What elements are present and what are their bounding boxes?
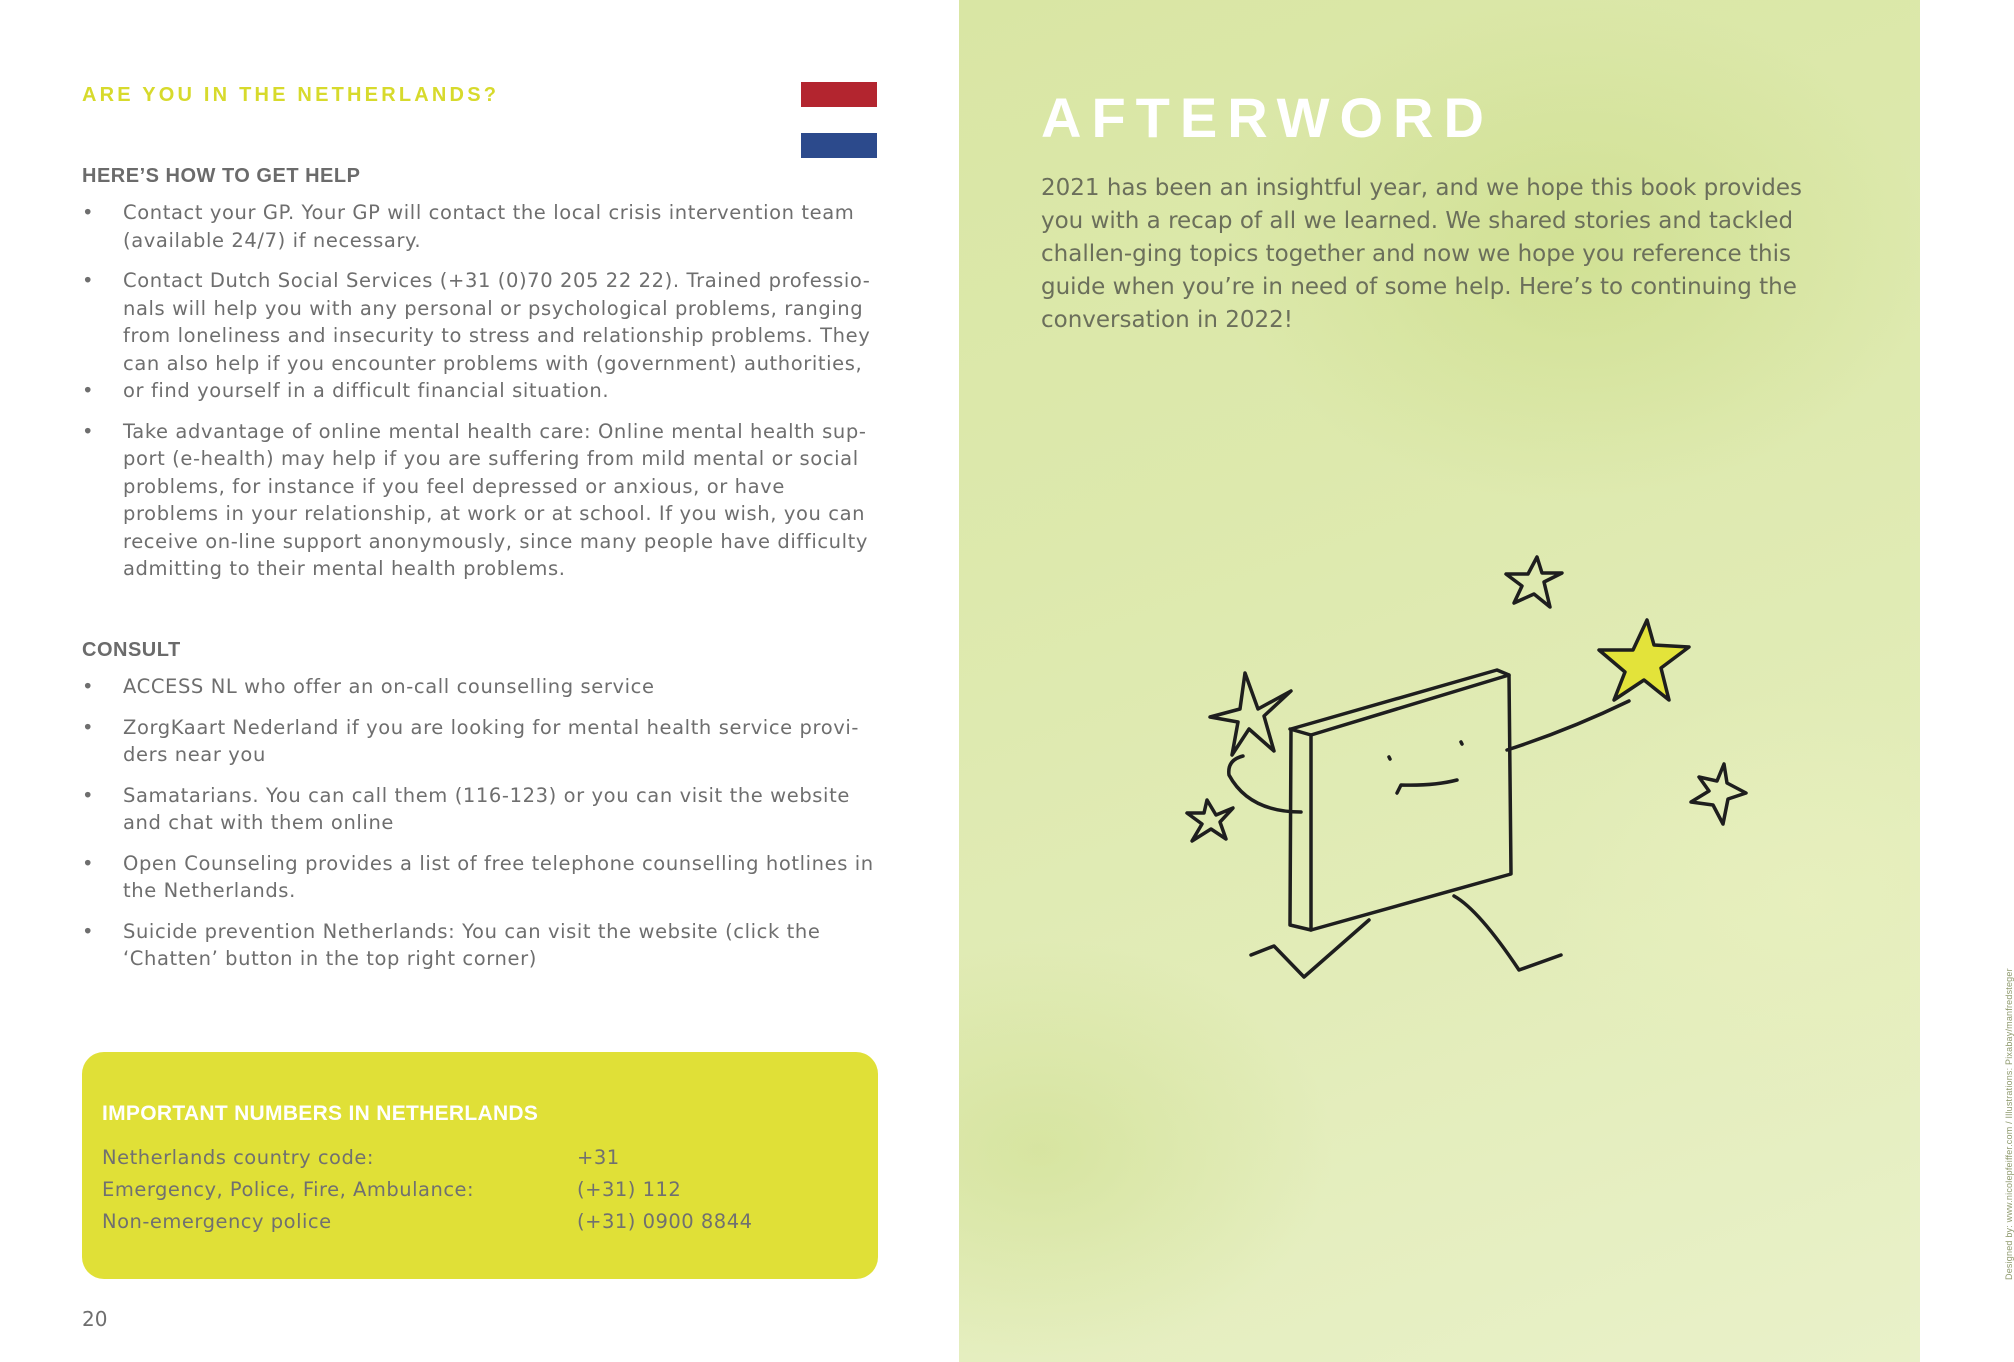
bullet-icon: • (82, 675, 95, 698)
bullet-icon: • (82, 851, 95, 875)
number-value: (+31) 0900 8844 (577, 1210, 753, 1233)
list-item: • Contact your GP. Your GP will contact the local crisis intervention team (available 24/7) if necessary. (82, 201, 855, 252)
number-label: Non-emergency police (102, 1210, 332, 1233)
book-face-eye (1461, 742, 1462, 744)
design-credit: Designed by: www.nicolepfeiffer.com / Illustrations: Pixabay/manfredsteger (2004, 968, 2014, 1280)
kicker-heading: ARE YOU IN THE NETHERLANDS? (82, 84, 500, 106)
star-small-left-icon (1187, 800, 1233, 841)
bullet-icon: • (82, 269, 95, 292)
book-right-leg (1454, 896, 1561, 970)
right-page (959, 0, 2014, 1362)
list-item: • or find yourself in a difficult financial situation. (82, 377, 882, 405)
list-item: • Open Counseling provides a list of free telephone counselling hotlines in the Netherlands. (82, 851, 874, 902)
consult-list (82, 673, 882, 986)
netherlands-flag-icon (801, 82, 877, 158)
section-heading-consult: CONSULT (82, 639, 181, 661)
bullet-icon: • (82, 919, 95, 943)
page-number: 20 (82, 1307, 108, 1331)
book-right-arm (1507, 701, 1629, 750)
list-item: • Samatarians. You can call them (116-123) or you can visit the website and chat with them online (82, 783, 850, 834)
page-title: AFTERWORD (1041, 86, 1494, 149)
list-item: • ZorgKaart Nederland if you are looking for mental health service provi-ders near you (82, 715, 860, 766)
get-help-list (82, 199, 882, 596)
flag-stripe-red (801, 82, 877, 107)
star-yellow-icon (1599, 620, 1689, 700)
bullet-icon: • (82, 783, 95, 807)
bullet-icon: • (82, 419, 95, 443)
number-label: Emergency, Police, Fire, Ambulance: (102, 1178, 475, 1201)
book-page-edges (1311, 675, 1509, 735)
star-left-held-icon (1210, 673, 1291, 755)
number-label: Netherlands country code: (102, 1146, 374, 1169)
list-item: • Take advantage of online mental health care: Online mental health sup-port (e-health) may help if you are suffering from mild mental or social problems, for instance if you feel depressed or anxious, or have problems in your relationship, at work or at school. If you wish, you can receive on-line support anonymously, since many people have difficulty admitting to their mental health problems. (82, 419, 869, 580)
left-page (0, 0, 959, 1362)
section-heading-get-help: HERE’S HOW TO GET HELP (82, 165, 361, 187)
afterword-paragraph: 2021 has been an insightful year, and we hope this book provides you with a recap of all we learned. We shared stories and tackled challen-ging topics together and now we hope you reference this guide when you’re in need of some help. Here’s to continuing the conversation in 2022! (1041, 175, 1802, 333)
list-item: • Suicide prevention Netherlands: You can visit the website (click the ‘Chatten’ button in the top right corner) (82, 919, 821, 970)
star-small-right-icon (1691, 764, 1746, 824)
flag-stripe-blue (801, 133, 877, 158)
book-face-eye (1389, 757, 1390, 759)
table-row (102, 1178, 753, 1210)
flag-stripe-white (801, 107, 877, 132)
bullet-icon: • (82, 715, 95, 739)
bullet-icon: • (82, 379, 95, 402)
important-numbers-box (82, 1052, 878, 1279)
table-row (102, 1146, 753, 1178)
important-numbers-title: IMPORTANT NUMBERS IN NETHERLANDS (102, 1102, 539, 1125)
number-value: (+31) 112 (577, 1178, 682, 1201)
book-face-smile (1397, 780, 1457, 793)
important-numbers-table (102, 1146, 753, 1242)
bullet-icon: • (82, 201, 95, 224)
book-spine (1290, 729, 1311, 930)
table-row (102, 1210, 753, 1242)
list-item: • ACCESS NL who offer an on-call counselling service (82, 673, 882, 701)
list-item: • Contact Dutch Social Services (+31 (0)70 205 22 22). Trained professio-nals will help you with any personal or psychological problems, ranging from loneliness and insecurity to stress and relationship problems. They can also help if you encounter problems with (government) authorities, (82, 269, 871, 375)
book-character-illustration (1229, 550, 1829, 990)
number-value: +31 (577, 1146, 620, 1169)
star-top-icon (1506, 557, 1562, 607)
